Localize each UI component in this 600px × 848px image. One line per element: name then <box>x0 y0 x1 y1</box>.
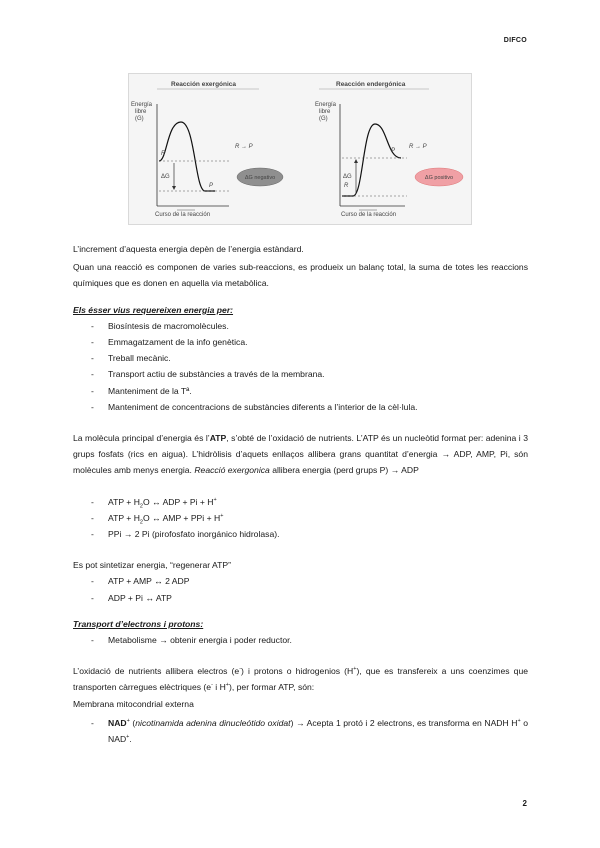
left-xlabel: Curso de la reacción <box>155 212 211 218</box>
left-label-r: R <box>161 151 166 157</box>
left-delta-arrowhead <box>172 186 176 190</box>
right-label-r: R <box>344 183 349 189</box>
right-reaction: R → P <box>409 144 427 150</box>
right-panel-title: Reacción endergónica <box>336 81 406 88</box>
main-content <box>73 241 528 747</box>
regenerate-atp-list <box>73 573 528 605</box>
left-energy-curve <box>159 122 215 191</box>
reaction-atp-amp: - ATP + $H_2O$ ↔ AMP + PPi + H+ <box>93 510 528 526</box>
energy-needs-list <box>73 318 528 415</box>
left-panel-title: Reacción exergónica <box>171 81 237 88</box>
list-item: - Treball mecànic. <box>93 350 528 366</box>
header-label: DIFCO <box>503 37 527 44</box>
energy-diagram-figure <box>128 73 472 225</box>
right-energy-curve <box>342 124 401 196</box>
exergonic-term: Reacció exergonica <box>194 465 270 476</box>
right-badge-text: ΔG positivo <box>424 175 454 181</box>
left-reaction: R → P <box>235 144 253 150</box>
list-item: - Manteniment de concentracions de substàncies diferents a l’interior de la cèl·lula. <box>93 399 528 415</box>
list-item: - Biosíntesis de macromolècules. <box>93 318 528 334</box>
paragraph-oxidation: L’oxidació de nutrients allibera electros (e-) i protons o hidrogenios (H+), que es transfereix a uns coenzimes que transporten càrregues elèctriques (e- i H+), per formar ATP, són: <box>73 666 529 693</box>
list-item: - ATP + AMP ↔ 2 ADP <box>93 573 528 589</box>
energy-diagram-svg <box>129 74 471 224</box>
list-item: - Transport actiu de substàncies a través de la membrana. <box>93 366 528 382</box>
paragraph-energy-standard: L’increment d’aquesta energia depèn de l’energia estàndard. <box>73 244 304 254</box>
left-delta-label: ΔG <box>161 174 170 180</box>
nad-item: - NAD+ (nicotinamida adenina dinucleótido oxidat) → Acepta 1 protó i 2 electrons, es transforma en NADH H+ o NAD+. <box>93 715 528 747</box>
list-item: - Emmagatzament de la info genètica. <box>93 334 528 350</box>
left-ylabel-3: (G) <box>135 116 144 122</box>
left-badge-text: ΔG negativo <box>244 175 276 181</box>
list-item: - Manteniment de la Tª. <box>93 383 528 399</box>
paragraph-sub-reactions: Quan una reacció es componen de varies sub-reaccions, es produeix un balanç total, la suma de totes les reaccions químiques que es donen en aquella via metabòlica. <box>73 262 528 289</box>
section-title-energy-needs: Els ésser vius requereixen energia per: <box>73 304 234 315</box>
paragraph-atp: La molècula principal d’energia és l’ATP, s’obté de l’oxidació de nutrients. L’ATP és un nucleòtid format per: adenina i 3 grups fosfats (rics en aigua). L’hidròlisis d’aquets enllaços allibera grans quantitat d’energia → ADP, AMP, Pi, són molècules amb menys energia. Reacció exergonica allibera energia (perd grups P) → ADP <box>73 433 528 476</box>
left-label-p: P <box>209 183 214 189</box>
list-item: - Metabolisme → obtenir energia i poder reductor. <box>93 632 528 648</box>
right-ylabel-3: (G) <box>319 116 328 122</box>
left-ylabel-1: Energía <box>131 102 153 108</box>
left-ylabel-2: libre <box>135 109 147 115</box>
right-label-p: P <box>391 148 396 154</box>
reaction-ppi: - PPi → 2 Pi (pirofosfato inorgánico hidrolasa). <box>93 526 528 542</box>
coenzyme-list <box>73 715 528 747</box>
right-delta-arrowhead <box>354 159 358 163</box>
electron-transport-list <box>73 632 528 648</box>
reaction-atp-adp: - ATP + $H_2O$ ↔ ADP + Pi + H+ <box>93 494 528 510</box>
regenerate-atp-title: Es pot sintetizar energia, “regenerar ATP” <box>73 560 231 571</box>
right-xlabel: Curso de la reacción <box>341 212 397 218</box>
list-item: - ADP + Pi ↔ ATP <box>93 590 528 606</box>
right-ylabel-1: Energía <box>315 102 337 108</box>
right-delta-label: ΔG <box>343 174 352 180</box>
section-title-electron-transport: Transport d’electrons i protons: <box>73 618 204 629</box>
atp-reactions-list <box>73 494 528 543</box>
atp-term: ATP <box>209 433 227 444</box>
page-number: 2 <box>522 799 527 808</box>
membrane-label: Membrana mitocondrial externa <box>73 698 194 709</box>
right-ylabel-2: libre <box>319 109 331 115</box>
